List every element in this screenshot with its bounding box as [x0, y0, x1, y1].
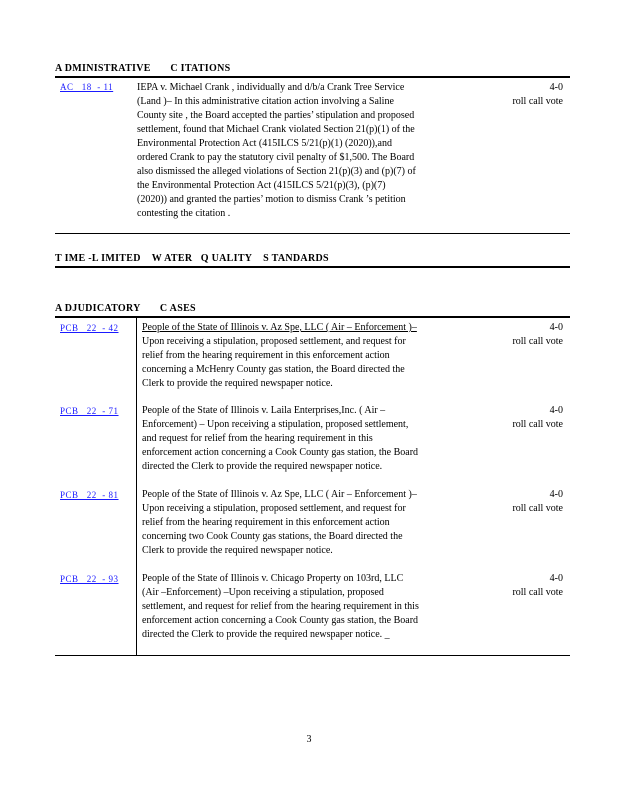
desc-line: concerning two Cook County gas stations, the Board directed the	[142, 531, 403, 542]
section-heading-administrative-citations: A DMINISTRATIVE C ITATIONS	[55, 63, 231, 74]
vote-count: 4-0	[549, 489, 563, 500]
case-description	[137, 81, 472, 221]
desc-line: enforcement action concerning a Cook County gas station, the Board	[142, 447, 419, 458]
vote-type: roll call vote	[512, 336, 563, 347]
vote-count: 4-0	[549, 405, 563, 416]
desc-line: contesting the citation .	[137, 208, 231, 219]
vote-result	[493, 572, 563, 600]
desc-line: relief from the hearing requirement in this enforcement action	[142, 350, 390, 361]
desc-line: Environmental Protection Act (415ILCS 5/21(p)(1) (2020)),and	[137, 138, 392, 149]
section-heading-time-limited-water-quality-standards: T IME -L IMITED W ATER Q UALITY S TANDARDS	[55, 253, 329, 264]
desc-line: County site , the Board accepted the parties’ stipulation and proposed	[137, 110, 415, 121]
desc-line: Upon receiving a stipulation, proposed settlement, and request for	[142, 336, 406, 347]
desc-line: enforcement action concerning a Cook County gas station, the Board	[142, 615, 419, 626]
desc-line: (Air –Enforcement) –Upon receiving a stipulation, proposed	[142, 587, 384, 598]
case-description	[142, 572, 477, 642]
column-divider	[136, 318, 137, 656]
desc-line: Clerk to provide the required newspaper notice.	[142, 545, 333, 556]
vote-result	[493, 488, 563, 516]
desc-line: People of the State of Illinois v. Chicago Property on 103rd, LLC	[142, 573, 404, 584]
desc-line: concerning a McHenry County gas station, the Board directed the	[142, 364, 405, 375]
desc-line: directed the Clerk to provide the required newspaper notice. _	[142, 629, 390, 640]
desc-line: ordered Crank to pay the statutory civil penalty of $1,500. The Board	[137, 152, 415, 163]
desc-line	[142, 321, 477, 335]
desc-line: Upon receiving a stipulation, proposed settlement, and request for	[142, 503, 406, 514]
desc-line: Clerk to provide the required newspaper notice.	[142, 378, 333, 389]
desc-line-underlined: People of the State of Illinois v. Az Spe, LLC ( Air – Enforcement )–	[142, 322, 417, 333]
desc-line: also dismissed the alleged violations of Section 21(p)(3) and (p)(7) of	[137, 166, 416, 177]
desc-line: settlement, and request for relief from the hearing requirement in this	[142, 601, 419, 612]
case-description	[142, 404, 477, 474]
section-heading-adjudicatory-cases: A DJUDICATORY C ASES	[55, 303, 196, 314]
vote-type: roll call vote	[512, 503, 563, 514]
vote-type: roll call vote	[512, 96, 563, 107]
desc-line: IEPA v. Michael Crank , individually and d/b/a Crank Tree Service	[137, 82, 405, 93]
desc-line: (Land )– In this administrative citation action involving a Saline	[137, 96, 394, 107]
page-number: 3	[306, 734, 312, 745]
vote-count: 4-0	[549, 573, 563, 584]
desc-line: the Environmental Protection Act (415ILCS 5/21(p)(3), (p)(7)	[137, 180, 386, 191]
vote-result	[493, 321, 563, 349]
case-description	[142, 488, 477, 558]
desc-line: settlement, found that Michael Crank violated Section 21(p)(1) of the	[137, 124, 415, 135]
vote-result	[493, 404, 563, 432]
desc-line: People of the State of Illinois v. Laila Enterprises,Inc. ( Air –	[142, 405, 386, 416]
vote-result	[493, 81, 563, 109]
vote-count: 4-0	[549, 322, 563, 333]
section-rule	[55, 316, 570, 318]
case-link-ac-18-11[interactable]: AC 18 - 11	[60, 82, 114, 92]
vote-count: 4-0	[549, 82, 563, 93]
vote-type: roll call vote	[512, 587, 563, 598]
desc-line: People of the State of Illinois v. Az Spe, LLC ( Air – Enforcement )–	[142, 489, 417, 500]
case-description	[142, 321, 477, 391]
case-link-pcb-22-93[interactable]: PCB 22 - 93	[60, 574, 119, 584]
section-rule	[55, 76, 570, 78]
case-link-pcb-22-42[interactable]: PCB 22 - 42	[60, 323, 119, 333]
vote-type: roll call vote	[512, 419, 563, 430]
case-link-pcb-22-71[interactable]: PCB 22 - 71	[60, 406, 119, 416]
desc-line: directed the Clerk to provide the required newspaper notice.	[142, 461, 383, 472]
desc-line: (2020)) and granted the parties’ motion to dismiss Crank ’s petition	[137, 194, 406, 205]
desc-line: Enforcement) – Upon receiving a stipulation, proposed settlement,	[142, 419, 409, 430]
case-link-pcb-22-81[interactable]: PCB 22 - 81	[60, 490, 119, 500]
section-rule	[55, 266, 570, 268]
section-rule	[55, 233, 570, 234]
desc-line: and request for relief from the hearing requirement in this	[142, 433, 373, 444]
table-bottom-rule	[55, 655, 570, 656]
desc-line: relief from the hearing requirement in this enforcement action	[142, 517, 390, 528]
